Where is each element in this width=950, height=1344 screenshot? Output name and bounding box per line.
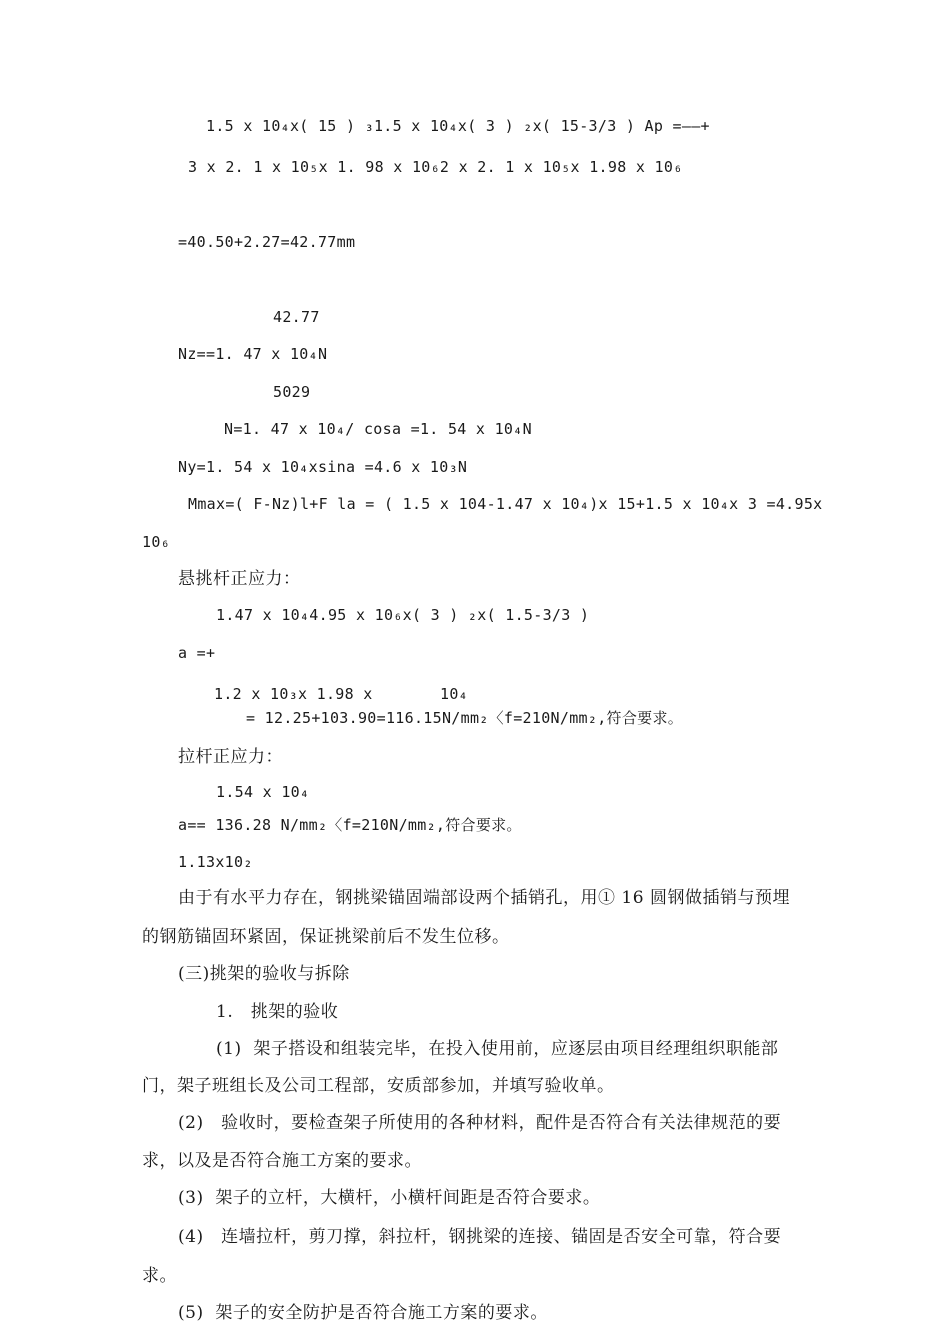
cantilever-heading: 悬挑杆正应力： bbox=[178, 569, 301, 589]
paragraph-line-1: 由于有水平力存在，钢挑梁锚固端部设两个插销孔，用① 16 圆钢做插销与预埋 bbox=[178, 888, 790, 908]
section-heading: (三)挑架的验收与拆除 bbox=[178, 964, 350, 984]
cantilever-formula-1: 1.47 x 10₄4.95 x 10₆x( 3 ) ₂x( 1.5-3/3 ) bbox=[216, 606, 590, 624]
item-2-line-2: 求，以及是否符合施工方案的要求。 bbox=[142, 1151, 422, 1171]
tie-rod-result: a== 136.28 N/mm₂〈f=210N/mm₂,符合要求。 bbox=[178, 816, 522, 834]
paragraph-line-2: 的钢筋锚固环紧固，保证挑梁前后不发生位移。 bbox=[142, 927, 510, 947]
formula-mmax-cont: 10₆ bbox=[142, 533, 170, 551]
formula-n: N=1. 47 x 10₄/ cosa =1. 54 x 10₄N bbox=[224, 420, 532, 438]
item-3: (3) 架子的立杆，大横杆，小横杆间距是否符合要求。 bbox=[178, 1188, 601, 1208]
formula-result: =40.50+2.27=42.77mm bbox=[178, 233, 356, 251]
item-2-line-1: (2) 验收时，要检查架子所使用的各种材料，配件是否符合有关法律规范的要 bbox=[178, 1113, 782, 1133]
cantilever-formula-2: a =+ bbox=[178, 644, 216, 662]
cantilever-result: = 12.25+103.90=116.15N/mm₂〈f=210N/mm₂,符合要求。 bbox=[246, 709, 684, 727]
formula-numerator: 42.77 bbox=[273, 308, 320, 326]
cantilever-formula-3b: 10₄ bbox=[440, 685, 468, 703]
item-4-line-1: (4) 连墙拉杆，剪刀撑，斜拉杆，钢挑梁的连接、锚固是否安全可靠，符合要 bbox=[178, 1227, 782, 1247]
item-1-line-1: (1) 架子搭设和组装完毕，在投入使用前，应逐层由项目经理组织职能部 bbox=[216, 1039, 779, 1059]
formula-nz: Nz==1. 47 x 10₄N bbox=[178, 345, 328, 363]
item-1-line-2: 门，架子班组长及公司工程部，安质部参加，并填写验收单。 bbox=[142, 1076, 615, 1096]
subsection-heading: 1. 挑架的验收 bbox=[216, 1002, 339, 1022]
tie-rod-denominator: 1.13x10₂ bbox=[178, 853, 253, 871]
item-4-line-2: 求。 bbox=[142, 1266, 177, 1286]
formula-denominator: 5029 bbox=[273, 383, 311, 401]
formula-line-2: 3 x 2. 1 x 10₅x 1. 98 x 10₆2 x 2. 1 x 10₅x 1.98 x 10₆ bbox=[188, 158, 683, 176]
formula-mmax: Mmax=( F-Nz)l+F la = ( 1.5 x 104-1.47 x 10₄)x 15+1.5 x 10₄x 3 =4.95x bbox=[188, 495, 823, 513]
item-5: (5) 架子的安全防护是否符合施工方案的要求。 bbox=[178, 1303, 548, 1323]
cantilever-formula-3a: 1.2 x 10₃x 1.98 x bbox=[214, 685, 373, 703]
formula-ny: Ny=1. 54 x 10₄xsina =4.6 x 10₃N bbox=[178, 458, 468, 476]
formula-line-1: 1.5 x 10₄x( 15 ) ₃1.5 x 10₄x( 3 ) ₂x( 15-3/3 ) Ap =——+ bbox=[206, 117, 710, 135]
tie-rod-formula-1: 1.54 x 10₄ bbox=[216, 783, 310, 801]
tie-rod-heading: 拉杆正应力： bbox=[178, 747, 283, 767]
